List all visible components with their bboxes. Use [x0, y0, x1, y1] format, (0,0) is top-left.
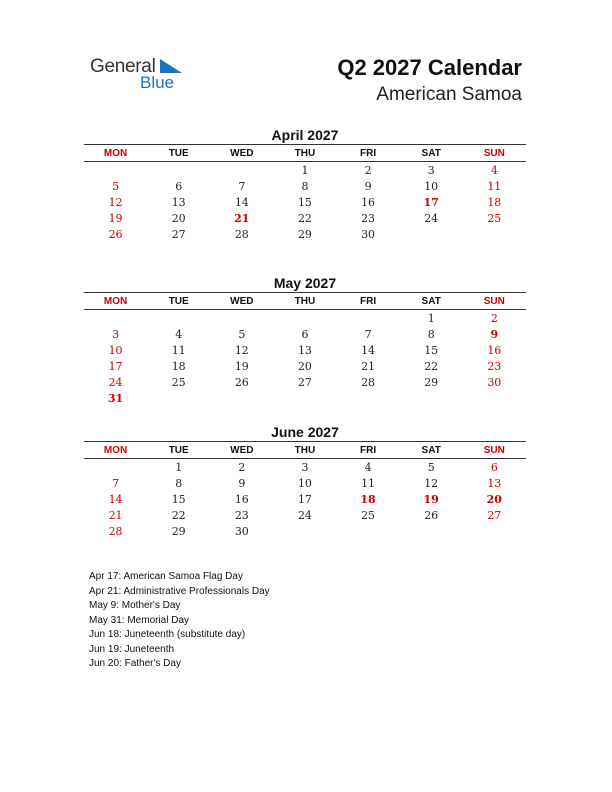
weekday-label: FRI — [360, 295, 377, 307]
day-cell: 23 — [361, 211, 376, 225]
day-cell: 14 — [361, 343, 376, 357]
day-cell: 6 — [301, 327, 309, 341]
logo-triangle-icon — [160, 59, 182, 73]
page-subtitle: American Samoa — [376, 84, 522, 105]
day-cell: 9 — [490, 327, 499, 341]
weekday-label: SAT — [421, 295, 441, 307]
day-cell: 14 — [108, 492, 123, 506]
day-cell: 5 — [238, 327, 246, 341]
day-cell: 11 — [487, 179, 502, 193]
holiday-list — [89, 570, 270, 672]
day-cell: 7 — [112, 476, 120, 490]
day-cell: 5 — [112, 179, 120, 193]
weekday-label: MON — [103, 147, 128, 159]
page-title: Q2 2027 Calendar — [337, 55, 522, 80]
week-row — [84, 210, 526, 226]
holiday-entry: Apr 21: Administrative Professionals Day — [89, 585, 270, 597]
holiday-entry: May 9: Mother's Day — [89, 600, 181, 611]
day-cell: 24 — [108, 375, 123, 389]
day-cell: 29 — [297, 227, 312, 241]
day-cell: 30 — [361, 227, 376, 241]
weekday-label: MON — [103, 444, 128, 456]
day-cell: 31 — [107, 391, 124, 405]
week-row — [84, 326, 526, 342]
weekday-header — [84, 144, 526, 162]
day-cell: 1 — [301, 163, 309, 177]
day-cell: 28 — [108, 524, 123, 538]
weekday-label: TUE — [168, 147, 189, 159]
day-cell: 18 — [487, 195, 502, 209]
day-cell: 16 — [234, 492, 249, 506]
day-cell: 24 — [424, 211, 439, 225]
day-cell: 22 — [297, 211, 312, 225]
day-cell: 25 — [487, 211, 502, 225]
holiday-entry: Jun 20: Father's Day — [89, 658, 181, 669]
week-row — [84, 162, 526, 178]
day-cell: 1 — [175, 460, 183, 474]
month-title: May 2027 — [273, 275, 337, 291]
weekday-header — [84, 441, 526, 459]
weekday-label: SUN — [483, 147, 505, 159]
holiday-entry: Jun 19: Juneteenth — [89, 643, 175, 655]
weekday-label: MON — [103, 295, 128, 307]
week-row — [84, 523, 526, 539]
week-row — [84, 459, 526, 475]
month-title: April 2027 — [271, 127, 339, 143]
day-cell: 26 — [424, 508, 439, 522]
day-cell: 6 — [175, 179, 183, 193]
day-cell: 11 — [361, 476, 376, 490]
weekday-label: FRI — [360, 147, 377, 159]
day-cell: 22 — [424, 359, 439, 373]
day-cell: 21 — [234, 211, 250, 225]
weekday-label: TUE — [168, 444, 189, 456]
day-cell: 28 — [234, 227, 249, 241]
day-cell: 12 — [108, 195, 123, 209]
day-cell: 9 — [364, 179, 372, 193]
weekday-label: WED — [230, 444, 254, 456]
day-cell: 9 — [238, 476, 246, 490]
day-cell: 13 — [297, 343, 312, 357]
day-cell: 8 — [427, 327, 435, 341]
day-cell: 24 — [297, 508, 312, 522]
day-cell: 13 — [171, 195, 186, 209]
holiday-entry: Jun 18: Juneteenth (substitute day) — [89, 629, 246, 640]
day-cell: 15 — [171, 492, 186, 506]
month-calendar — [84, 126, 526, 242]
week-row — [84, 178, 526, 194]
day-cell: 27 — [487, 508, 502, 522]
day-cell: 23 — [234, 508, 249, 522]
week-row — [84, 226, 526, 242]
day-cell: 29 — [171, 524, 186, 538]
day-cell: 18 — [360, 492, 376, 506]
week-row — [84, 390, 526, 406]
day-cell: 27 — [171, 227, 186, 241]
weekday-label: WED — [230, 147, 254, 159]
day-cell: 2 — [490, 311, 498, 325]
week-row — [84, 491, 526, 507]
day-cell: 10 — [108, 343, 123, 357]
holiday-entry: Apr 17: American Samoa Flag Day — [89, 571, 243, 582]
day-cell: 5 — [427, 460, 435, 474]
week-row — [84, 507, 526, 523]
weekday-header — [84, 292, 526, 310]
day-cell: 8 — [301, 179, 309, 193]
day-cell: 8 — [175, 476, 183, 490]
day-cell: 15 — [424, 343, 439, 357]
day-cell: 7 — [238, 179, 246, 193]
weekday-label: WED — [230, 295, 254, 307]
day-cell: 17 — [297, 492, 312, 506]
day-cell: 19 — [423, 492, 439, 506]
day-cell: 1 — [427, 311, 435, 325]
day-cell: 30 — [234, 524, 249, 538]
holiday-entry: May 31: Memorial Day — [89, 614, 190, 626]
day-cell: 21 — [108, 508, 123, 522]
day-cell: 16 — [487, 343, 502, 357]
day-cell: 2 — [364, 163, 372, 177]
week-row — [84, 475, 526, 491]
day-cell: 17 — [108, 359, 123, 373]
day-cell: 3 — [427, 163, 435, 177]
week-row — [84, 194, 526, 210]
day-cell: 18 — [171, 359, 186, 373]
day-cell: 6 — [490, 460, 498, 474]
logo-word-blue: Blue — [140, 73, 175, 92]
day-cell: 17 — [423, 195, 439, 209]
weekday-label: SAT — [421, 444, 441, 456]
day-cell: 15 — [297, 195, 312, 209]
day-cell: 23 — [487, 359, 502, 373]
weekday-label: SUN — [483, 295, 505, 307]
day-cell: 3 — [112, 327, 120, 341]
day-cell: 3 — [301, 460, 309, 474]
day-cell: 12 — [234, 343, 249, 357]
month-calendar — [84, 423, 526, 539]
day-cell: 7 — [364, 327, 372, 341]
day-cell: 25 — [361, 508, 376, 522]
generalblue-logo — [90, 56, 190, 96]
day-cell: 26 — [108, 227, 123, 241]
day-cell: 30 — [487, 375, 502, 389]
day-cell: 14 — [234, 195, 249, 209]
day-cell: 10 — [297, 476, 312, 490]
day-cell: 4 — [364, 460, 372, 474]
day-cell: 13 — [487, 476, 502, 490]
weekday-label: THU — [294, 147, 316, 159]
day-cell: 11 — [171, 343, 186, 357]
day-cell: 12 — [424, 476, 439, 490]
day-cell: 16 — [361, 195, 376, 209]
day-cell: 21 — [361, 359, 376, 373]
day-cell: 10 — [424, 179, 439, 193]
week-row — [84, 358, 526, 374]
day-cell: 27 — [297, 375, 312, 389]
weekday-label: THU — [294, 295, 316, 307]
logo-word-general: General — [90, 56, 156, 77]
day-cell: 26 — [234, 375, 249, 389]
day-cell: 4 — [175, 327, 183, 341]
week-row — [84, 374, 526, 390]
day-cell: 19 — [108, 211, 123, 225]
weekday-label: FRI — [360, 444, 377, 456]
weekday-label: SUN — [483, 444, 505, 456]
weekday-label: THU — [294, 444, 316, 456]
day-cell: 20 — [297, 359, 312, 373]
day-cell: 2 — [238, 460, 246, 474]
month-calendar — [84, 274, 526, 406]
weekday-label: SAT — [421, 147, 441, 159]
day-cell: 20 — [171, 211, 186, 225]
day-cell: 25 — [171, 375, 186, 389]
day-cell: 4 — [490, 163, 498, 177]
day-cell: 20 — [486, 492, 502, 506]
day-cell: 29 — [424, 375, 439, 389]
weekday-label: TUE — [168, 295, 189, 307]
day-cell: 28 — [361, 375, 376, 389]
week-row — [84, 342, 526, 358]
week-row — [84, 310, 526, 326]
day-cell: 22 — [171, 508, 186, 522]
day-cell: 19 — [234, 359, 249, 373]
month-title: June 2027 — [271, 424, 339, 440]
